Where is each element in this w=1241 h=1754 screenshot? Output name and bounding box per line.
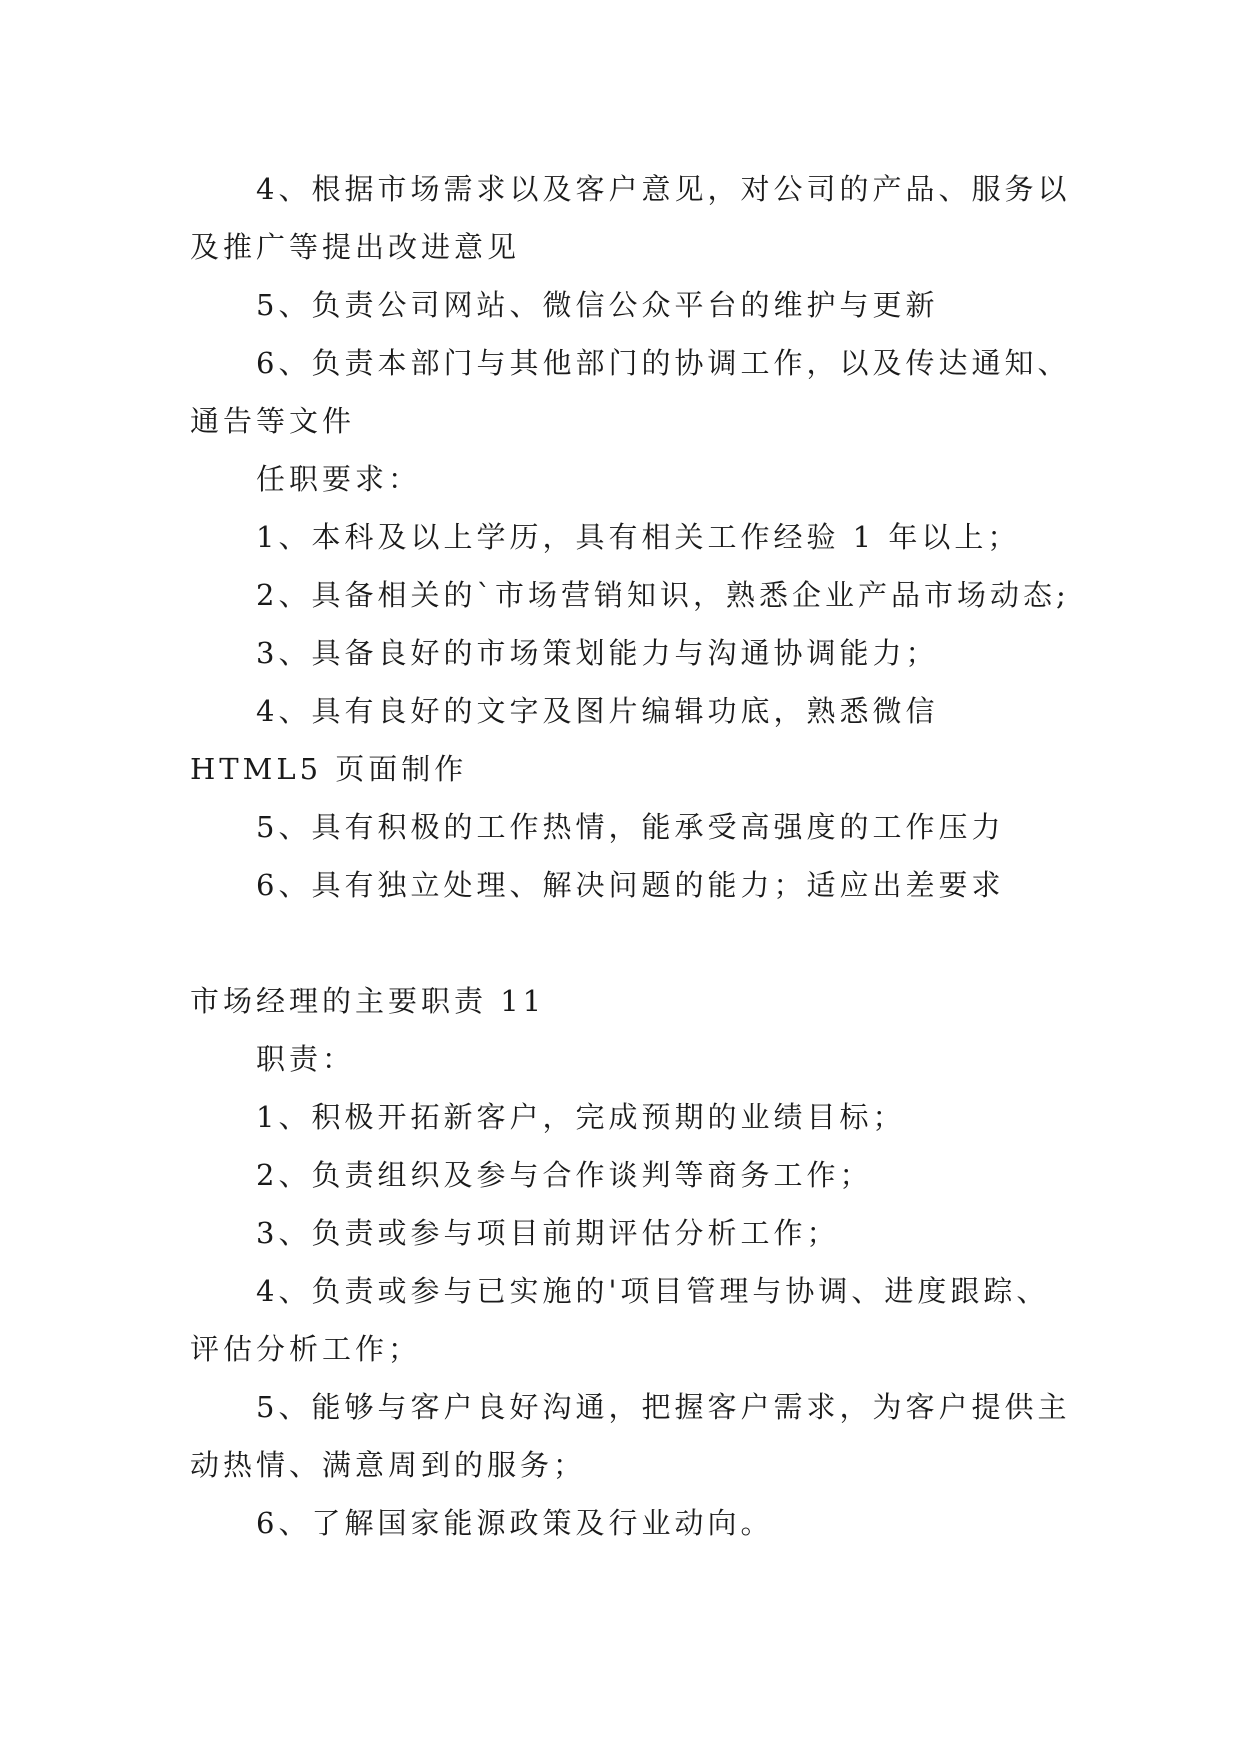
duty-item-energy-policy: 6、了解国家能源政策及行业动向。 — [256, 1506, 774, 1540]
duty-item-project-management: 4、负责或参与已实施的'项目管理与协调、进度跟踪、评估分析工作； — [190, 1274, 1050, 1366]
requirements-heading: 任职要求： — [256, 462, 422, 496]
paragraph-website-maintenance: 5、负责公司网站、微信公众平台的维护与更新 — [256, 288, 939, 322]
duty-item-client-communication: 5、能够与客户良好沟通，把握客户需求，为客户提供主动热情、满意周到的服务； — [190, 1390, 1071, 1482]
requirement-item-work-enthusiasm: 5、具有积极的工作热情，能承受高强度的工作压力 — [256, 810, 1005, 844]
document-body — [190, 160, 1080, 1552]
duty-item-evaluation: 3、负责或参与项目前期评估分析工作； — [256, 1216, 840, 1250]
section-title: 市场经理的主要职责 11 — [190, 984, 546, 1018]
requirement-item-marketing-knowledge: 2、具备相关的`市场营销知识，熟悉企业产品市场动态; — [256, 578, 1070, 612]
section-spacer — [190, 914, 1080, 972]
requirement-item-planning-ability: 3、具备良好的市场策划能力与沟通协调能力； — [256, 636, 939, 670]
requirement-item-editing-skills: 4、具有良好的文字及图片编辑功底，熟悉微信 HTML5 页面制作 — [190, 694, 939, 786]
requirement-item-education: 1、本科及以上学历，具有相关工作经验 1 年以上； — [256, 520, 1021, 554]
paragraph-department-coordination: 6、负责本部门与其他部门的协调工作，以及传达通知、通告等文件 — [190, 346, 1071, 438]
paragraph-market-feedback: 4、根据市场需求以及客户意见，对公司的产品、服务以及推广等提出改进意见 — [190, 172, 1071, 264]
requirement-item-independence: 6、具有独立处理、解决问题的能力；适应出差要求 — [256, 868, 1005, 902]
duties-heading: 职责： — [256, 1042, 356, 1076]
duty-item-new-clients: 1、积极开拓新客户，完成预期的业绩目标； — [256, 1100, 906, 1134]
duty-item-negotiation: 2、负责组织及参与合作谈判等商务工作； — [256, 1158, 873, 1192]
